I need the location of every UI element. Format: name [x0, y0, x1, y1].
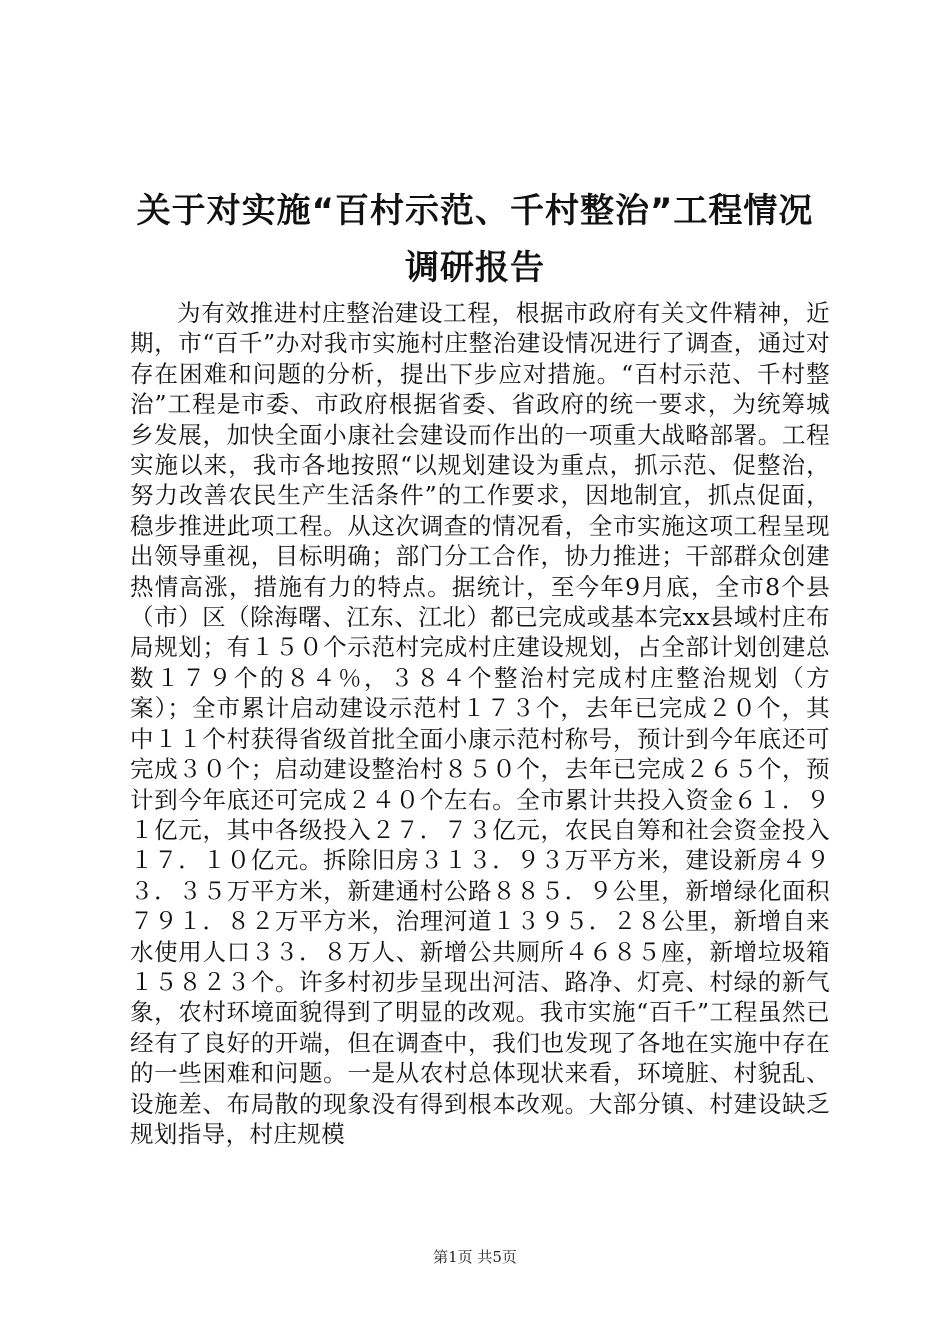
page-footer: 第1页 共5页 [433, 1248, 517, 1266]
body-paragraph: 为有效推进村庄整治建设工程，根据市政府有关文件精神，近期，市“百千”办对我市实施村庄整治建设情况进行了调查，通过对存在困难和问题的分析，提出下步应对措施。“百村示范、千村整治”工程是市委、市政府根据省委、省政府的统一要求，为统筹城乡发展，加快全面小康社会建设而作出的一项重大战略部署。工程实施以来，我市各地按照“以规划建设为重点，抓示范、促整治，努力改善农民生产生活条件”的工作要求，因地制宜，抓点促面，稳步推进此项工程。从这次调查的情况看，全市实施这项工程呈现出领导重视，目标明确；部门分工合作，协力推进；干部群众创建热情高涨，措施有力的特点。据统计，至今年9月底，全市8个县（市）区（除海曙、江东、江北）都已完成或基本完xx县域村庄布局规划；有１５０个示范村完成村庄建设规划，占全部计划创建总数１７９个的８４％，３８４个整治村完成村庄整治规划（方案）；全市累计启动建设示范村１７３个，去年已完成２０个，其中１１个村获得省级首批全面小康示范村称号，预计到今年底还可完成３０个；启动建设整治村８５０个，去年已完成２６５个，预计到今年底还可完成２４０个左右。全市累计共投入资金６１．９１亿元，其中各级投入２７．７３亿元，农民自筹和社会资金投入１７．１０亿元。拆除旧房３１３．９３万平方米，建设新房４９３．３５万平方米，新建通村公路８８５．９公里，新增绿化面积７９１．８２万平方米，治理河道１３９５．２８公里，新增自来水使用人口３３．８万人、新增公共厕所４６８５座，新增垃圾箱１５８２３个。许多村初步呈现出河洁、路净、灯亮、村绿的新气象，农村环境面貌得到了明显的改观。我市实施“百千”工程虽然已经有了良好的开端，但在调查中，我们也发现了各地在实施中存在的一些困难和问题。一是从农村总体现状来看，环境脏、村貌乱、设施差、布局散的现象没有得到根本改观。大部分镇、村建设缺乏规划指导，村庄规模 [130, 299, 830, 1148]
document-title-line-2: 调研报告 [405, 248, 545, 288]
document-title-line-1: 关于对实施“百村示范、千村整治”工程情况 [136, 191, 814, 231]
